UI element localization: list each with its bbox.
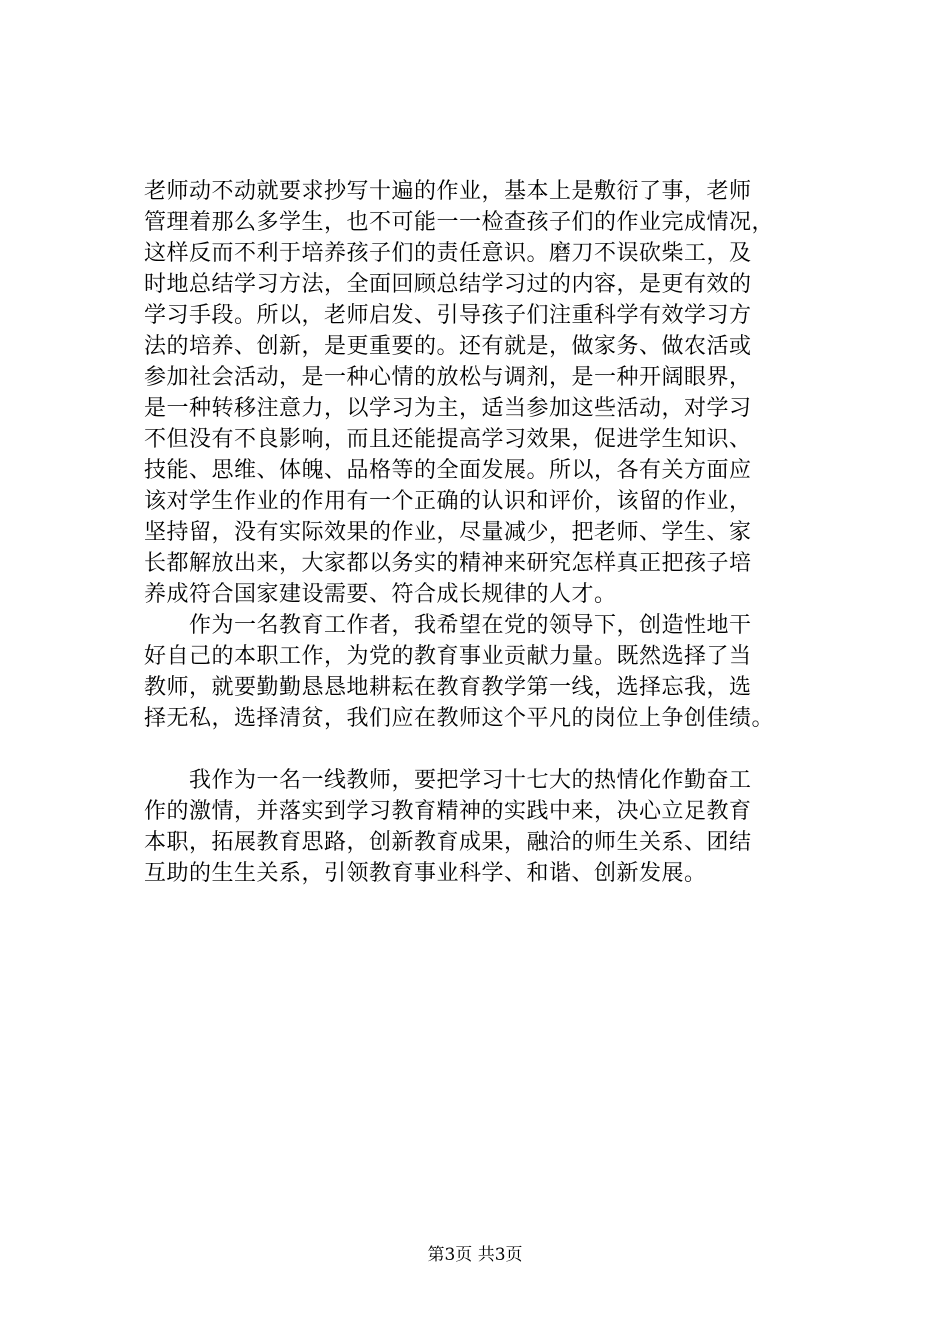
paragraph-spacer <box>144 734 834 765</box>
text-line: 作的激情，并落实到学习教育精神的实践中来，决心立足教育 <box>144 799 752 824</box>
text-line: 该对学生作业的作用有一个正确的认识和评价，该留的作业， <box>144 489 752 514</box>
text-line: 择无私，选择清贫，我们应在教师这个平凡的岗位上争创佳绩。 <box>144 706 775 731</box>
text-line: 不但没有不良影响，而且还能提高学习效果，促进学生知识、 <box>144 427 752 452</box>
text-line: 本职，拓展教育思路，创新教育成果，融洽的师生关系、团结 <box>144 830 752 855</box>
paragraph-1 <box>144 176 834 610</box>
text-line: 技能、思维、体魄、品格等的全面发展。所以，各有关方面应 <box>144 458 752 483</box>
text-line: 教师，就要勤勤恳恳地耕耘在教育教学第一线，选择忘我，选 <box>144 675 752 700</box>
text-line: 好自己的本职工作，为党的教育事业贡献力量。既然选择了当 <box>144 644 752 669</box>
text-line: 这样反而不利于培养孩子们的责任意识。磨刀不误砍柴工，及 <box>144 241 752 266</box>
document-body <box>144 176 834 889</box>
text-line: 互助的生生关系，引领教育事业科学、和谐、创新发展。 <box>144 861 707 886</box>
text-line: 管理着那么多学生，也不可能一一检查孩子们的作业完成情况， <box>144 210 775 235</box>
paragraph-2 <box>144 610 834 734</box>
text-line: 我作为一名一线教师，要把学习十七大的热情化作勤奋工 <box>144 768 752 793</box>
page-number-footer: 第3页 共3页 <box>427 1245 523 1265</box>
paragraph-3 <box>144 765 834 889</box>
text-line: 学习手段。所以，老师启发、引导孩子们注重科学有效学习方 <box>144 303 752 328</box>
text-line: 法的培养、创新，是更重要的。还有就是，做家务、做农活或 <box>144 334 752 359</box>
text-line: 坚持留，没有实际效果的作业，尽量减少，把老师、学生、家 <box>144 520 752 545</box>
text-line: 作为一名教育工作者，我希望在党的领导下，创造性地干 <box>144 613 752 638</box>
text-line: 时地总结学习方法，全面回顾总结学习过的内容，是更有效的 <box>144 272 752 297</box>
text-line: 老师动不动就要求抄写十遍的作业，基本上是敷衍了事，老师 <box>144 179 752 204</box>
text-line: 长都解放出来，大家都以务实的精神来研究怎样真正把孩子培 <box>144 551 752 576</box>
text-line: 参加社会活动，是一种心情的放松与调剂，是一种开阔眼界， <box>144 365 752 390</box>
text-line: 养成符合国家建设需要、符合成长规律的人才。 <box>144 582 617 607</box>
text-line: 是一种转移注意力，以学习为主，适当参加这些活动，对学习 <box>144 396 752 421</box>
